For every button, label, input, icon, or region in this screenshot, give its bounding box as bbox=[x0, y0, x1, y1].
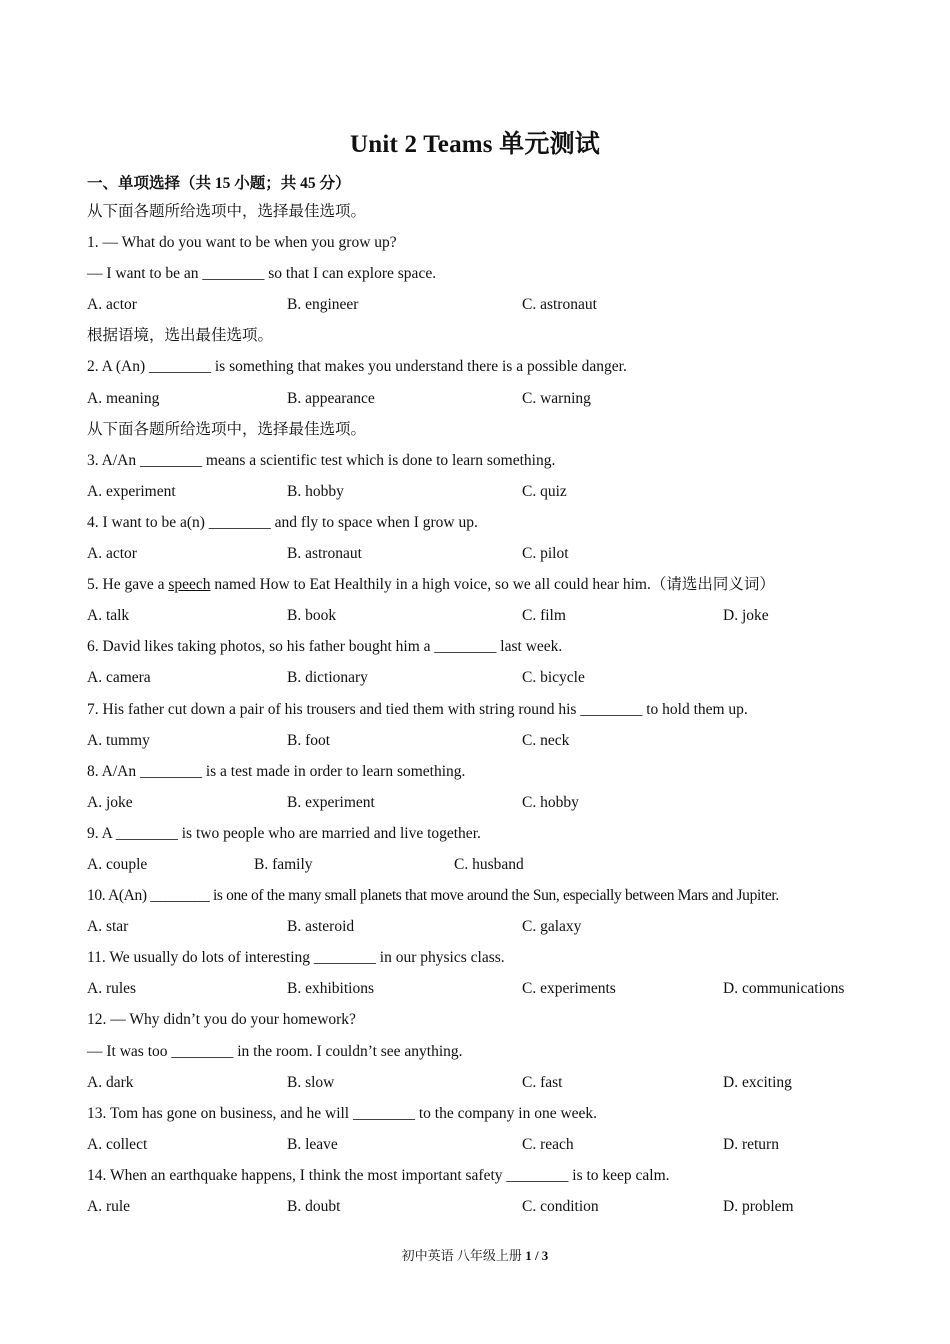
instruction: 根据语境，选出最佳选项。 bbox=[87, 327, 274, 345]
underlined-word: speech bbox=[168, 576, 211, 594]
options-row bbox=[87, 600, 877, 631]
option-b[interactable]: B. foot bbox=[287, 731, 331, 749]
question-stem: 12. — Why didn’t you do your homework? bbox=[87, 1011, 356, 1029]
question-stem: 2. A (An) ________ is something that makes you understand there is a possible danger. bbox=[87, 358, 627, 376]
option-b[interactable]: B. book bbox=[287, 607, 337, 625]
option-b[interactable]: B. family bbox=[254, 855, 313, 873]
question-stem: 7. His father cut down a pair of his trousers and tied them with string round his ________ to hold them up. bbox=[87, 700, 748, 718]
option-a[interactable]: A. tummy bbox=[87, 731, 150, 749]
options-row bbox=[87, 725, 877, 756]
option-d[interactable]: D. return bbox=[723, 1135, 779, 1153]
option-b[interactable]: B. experiment bbox=[287, 793, 375, 811]
option-c[interactable]: C. pilot bbox=[522, 545, 569, 563]
question-stem: 10. A(An) ________ is one of the many small planets that move around the Sun, especially between Mars and Jupiter. bbox=[87, 887, 779, 905]
option-c[interactable]: C. hobby bbox=[522, 793, 579, 811]
options-row bbox=[87, 383, 877, 414]
option-c[interactable]: C. film bbox=[522, 607, 566, 625]
option-c[interactable]: C. reach bbox=[522, 1135, 574, 1153]
option-b[interactable]: B. slow bbox=[287, 1073, 335, 1091]
option-c[interactable]: C. bicycle bbox=[522, 669, 585, 687]
option-c[interactable]: C. condition bbox=[522, 1198, 599, 1215]
page-number: 1 / 3 bbox=[525, 1248, 549, 1263]
question-stem: 4. I want to be a(n) ________ and fly to space when I grow up. bbox=[87, 513, 478, 531]
option-b[interactable]: B. asteroid bbox=[287, 918, 355, 936]
option-b[interactable]: B. astronaut bbox=[287, 545, 362, 563]
option-a[interactable]: A. actor bbox=[87, 296, 137, 314]
options-row bbox=[87, 973, 877, 1004]
options-row bbox=[87, 1129, 877, 1160]
option-a[interactable]: A. couple bbox=[87, 855, 148, 873]
option-a[interactable]: A. star bbox=[87, 918, 129, 936]
stem-text: 5. He gave a bbox=[87, 576, 169, 594]
option-d[interactable]: D. communications bbox=[723, 980, 845, 998]
option-c[interactable]: C. astronaut bbox=[522, 296, 597, 314]
stem-text: named How to Eat Healthily in a high voice, so we all could hear him.（请选出同义词） bbox=[210, 576, 775, 594]
question-stem: 11. We usually do lots of interesting ________ in our physics class. bbox=[87, 949, 505, 967]
page-footer bbox=[0, 1245, 950, 1264]
instruction: 从下面各题所给选项中，选择最佳选项。 bbox=[87, 420, 367, 438]
section-heading: 一、单项选择（共 15 小题；共 45 分） bbox=[87, 175, 351, 192]
question-stem: — I want to be an ________ so that I can explore space. bbox=[87, 265, 437, 283]
option-b[interactable]: B. hobby bbox=[287, 482, 344, 500]
options-row bbox=[87, 1067, 877, 1098]
question-stem: 6. David likes taking photos, so his father bought him a ________ last week. bbox=[87, 638, 563, 656]
question-stem: 1. — What do you want to be when you grow up? bbox=[87, 234, 397, 252]
page-title: Unit 2 Teams 单元测试 bbox=[350, 131, 600, 158]
question-stem: 13. Tom has gone on business, and he will ________ to the company in one week. bbox=[87, 1104, 598, 1122]
instruction: 从下面各题所给选项中，选择最佳选项。 bbox=[87, 203, 367, 220]
option-d[interactable]: D. problem bbox=[723, 1198, 794, 1215]
question-stem: 8. A/An ________ is a test made in order to learn something. bbox=[87, 762, 466, 780]
question-list bbox=[87, 196, 877, 1222]
option-a[interactable]: A. actor bbox=[87, 545, 137, 563]
option-c[interactable]: C. fast bbox=[522, 1073, 563, 1091]
footer-label: 初中英语 八年级上册 bbox=[401, 1248, 522, 1263]
option-c[interactable]: C. neck bbox=[522, 731, 570, 749]
option-d[interactable]: D. joke bbox=[723, 607, 769, 625]
option-b[interactable]: B. appearance bbox=[287, 389, 375, 407]
option-d[interactable]: D. exciting bbox=[723, 1073, 792, 1091]
option-a[interactable]: A. dark bbox=[87, 1073, 134, 1091]
options-row bbox=[87, 289, 877, 320]
question-stem: 9. A ________ is two people who are married and live together. bbox=[87, 824, 481, 842]
question-stem: — It was too ________ in the room. I couldn’t see anything. bbox=[87, 1042, 463, 1060]
option-a[interactable]: A. meaning bbox=[87, 389, 160, 407]
option-c[interactable]: C. quiz bbox=[522, 482, 567, 500]
option-a[interactable]: A. talk bbox=[87, 607, 130, 625]
option-a[interactable]: A. camera bbox=[87, 669, 151, 687]
options-row bbox=[87, 662, 877, 693]
option-a[interactable]: A. rules bbox=[87, 980, 137, 998]
option-a[interactable]: A. experiment bbox=[87, 482, 176, 500]
options-row bbox=[87, 849, 877, 880]
option-c[interactable]: C. husband bbox=[454, 855, 524, 873]
option-a[interactable]: A. collect bbox=[87, 1135, 148, 1153]
question-stem bbox=[87, 569, 877, 600]
option-b[interactable]: B. leave bbox=[287, 1135, 338, 1153]
options-row bbox=[87, 787, 877, 818]
option-a[interactable]: A. joke bbox=[87, 793, 133, 811]
option-b[interactable]: B. dictionary bbox=[287, 669, 368, 687]
option-b[interactable]: B. doubt bbox=[287, 1198, 341, 1215]
question-stem: 3. A/An ________ means a scientific test which is done to learn something. bbox=[87, 451, 556, 469]
option-b[interactable]: B. engineer bbox=[287, 296, 359, 314]
options-row bbox=[87, 538, 877, 569]
option-c[interactable]: C. experiments bbox=[522, 980, 616, 998]
options-row bbox=[87, 1191, 877, 1222]
option-a[interactable]: A. rule bbox=[87, 1198, 131, 1215]
options-row bbox=[87, 476, 877, 507]
option-c[interactable]: C. warning bbox=[522, 389, 591, 407]
options-row bbox=[87, 911, 877, 942]
option-b[interactable]: B. exhibitions bbox=[287, 980, 374, 998]
option-c[interactable]: C. galaxy bbox=[522, 918, 582, 936]
question-stem: 14. When an earthquake happens, I think the most important safety ________ is to keep calm. bbox=[87, 1166, 670, 1184]
